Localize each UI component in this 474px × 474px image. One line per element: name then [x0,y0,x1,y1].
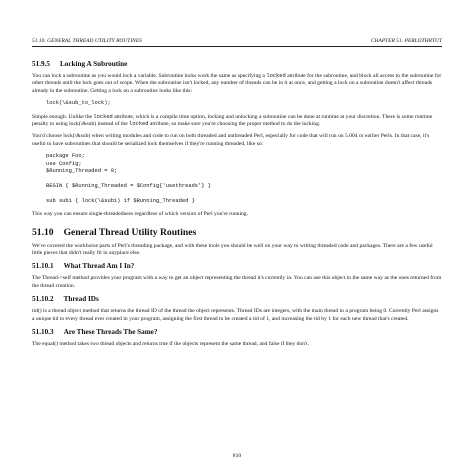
section-title: Locking A Subroutine [59,60,128,68]
inline-code: locked [266,73,286,79]
inline-code: locked [129,121,149,128]
paragraph: You'd choose lock(\&sub) when writing modules and code to run on both threaded and unthreaded Perl, especially for code that will run on 5.004 or earlier Perls. In that case, it's useful to have subroutines that should be serialized lock themselves if they're running threaded, like so: [32,133,430,147]
section-number: 51.10 [32,226,54,238]
section-heading-locking-subroutine [32,60,442,69]
header-section-title: 51.10. GENERAL THREAD UTILITY ROUTINES [32,38,142,44]
section-title: Are These Threads The Same? [63,327,158,336]
code-block: package Foo; use Config; $Running_Threaded = 0; BEGIN { $Running_Threaded = $Config{'usethreads'} } sub sub1 { lock(\&sub1) if $Running_Threaded } [46,153,211,204]
paragraph: This way you can ensure single-threadedness regardless of which version of Perl you're running. [32,211,248,218]
text-run: attribute for the subroutine, and block all access to the subroutine for other threads until the lock goes out of scope. When the subroutine isn't locked, any number of threads can be in it at once, and getting a lock on a subroutine doesn't affect threads already in the subroutine. Getting a lock on a subroutine looks like this: [32,73,442,94]
paragraph [32,73,442,95]
page-content [32,60,442,353]
text-run: You can lock a subroutine as you would lock a variable. Subroutine locks work the same as specifying a [32,73,267,79]
section-title: General Thread Utility Routines [63,226,197,238]
running-header [32,38,442,47]
paragraph: The Thread->self method provides your program with a way to get an object representing the thread it's currently in. You can use this object in the same way as the ones returned from the thread creation. [32,275,442,289]
section-title: Thread IDs [63,295,99,304]
section-number: 51.10.1 [32,262,54,271]
paragraph: tid() is a thread object method that returns the thread ID of the thread the object represents. Thread IDs are integers, with the main thread in a program being 0. Currently Perl assigns a unique tid to every thread ever created in your program, assigning the first thread to be created a tid of 1, and increasing the tid by 1 for each new thread that's created. [32,308,439,322]
header-chapter-title: CHAPTER 51. PERLOTHRTUT [370,38,442,44]
section-number: 51.9.5 [32,60,50,68]
section-title: What Thread Am I In? [63,262,135,271]
section-heading-same-threads [32,328,442,337]
section-heading-what-thread [32,262,442,271]
paragraph [32,114,442,129]
section-heading-thread-ids [32,295,442,304]
section-number: 51.10.2 [32,295,54,304]
text-run: attribute, which is a compile time option, locking and unlocking a subroutine can be done at runtime at your discretion. There is some runtime penalty to using lock(\&sub) instead of the [32,113,433,128]
paragraph: We've covered the workhorse parts of Perl's threading package, and with these tools you should be well on your way to writing threaded code and packages. There are a few useful little pieces that didn't really fit in anyplace else. [32,242,433,256]
paragraph: The equal() method takes two thread objects and returns true if the objects represent the same thread, and false if they don't. [32,340,310,347]
code-block: lock(\&sub_to_lock); [46,100,111,107]
text-run: attribute, so make sure you're choosing the proper method to do the locking. [148,121,321,128]
text-run: Simple enough. Unlike the [32,113,94,120]
section-number: 51.10.3 [32,327,54,336]
section-heading-general-utility-routines [32,227,442,238]
page-number: 810 [232,453,242,459]
inline-code: locked [93,113,113,120]
